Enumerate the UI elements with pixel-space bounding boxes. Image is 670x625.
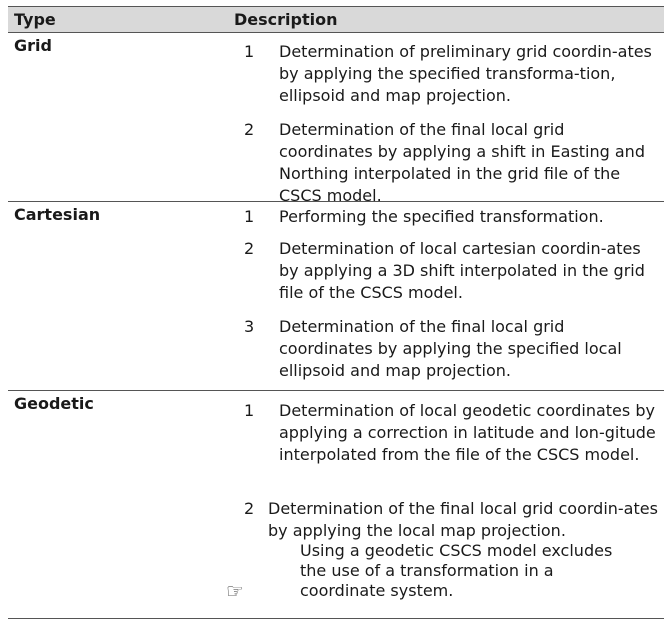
- type-label: Cartesian: [14, 205, 101, 224]
- step-text: Determination of local geodetic coordinates by applying a correction in latitude and lon-gitude interpolated from the file of the CSCS model.: [279, 401, 656, 464]
- step-text: Performing the specified transformation.: [279, 207, 604, 226]
- step-text: Determination of the final local grid coordinates by applying a shift in Easting and Northing interpolated in the grid file of the CSCS model.: [279, 120, 645, 205]
- description-table: [8, 6, 664, 619]
- header-type: Type: [14, 10, 56, 29]
- step-number: 2: [244, 120, 255, 139]
- header-description: Description: [234, 10, 338, 29]
- table-row-cartesian: [8, 202, 664, 391]
- table-row-geodetic: [8, 391, 664, 619]
- pointing-hand-icon: ☞: [226, 579, 244, 603]
- step-number: 2: [244, 239, 255, 258]
- step-number: 1: [244, 42, 255, 61]
- type-label: Grid: [14, 36, 52, 55]
- step-text: Determination of the final local grid coordinates by applying the specified local ellipsoid and map projection.: [279, 317, 622, 380]
- type-label: Geodetic: [14, 394, 94, 413]
- step-number: 1: [244, 207, 255, 226]
- table-row-grid: [8, 33, 664, 205]
- note-text: Using a geodetic CSCS model excludes the use of a transformation in a coordinate system.: [300, 541, 613, 600]
- step-number: 1: [244, 401, 255, 420]
- step-number: 3: [244, 317, 255, 336]
- step-number: 2: [244, 499, 255, 518]
- table-header: [8, 6, 664, 33]
- step-text: Determination of local cartesian coordin-ates by applying a 3D shift interpolated in the grid file of the CSCS model.: [279, 239, 645, 302]
- step-text: Determination of preliminary grid coordin-ates by applying the specified transforma-tion, ellipsoid and map projection.: [279, 42, 652, 105]
- step-text: Determination of the final local grid coordin-ates by applying the local map projection.: [268, 499, 658, 540]
